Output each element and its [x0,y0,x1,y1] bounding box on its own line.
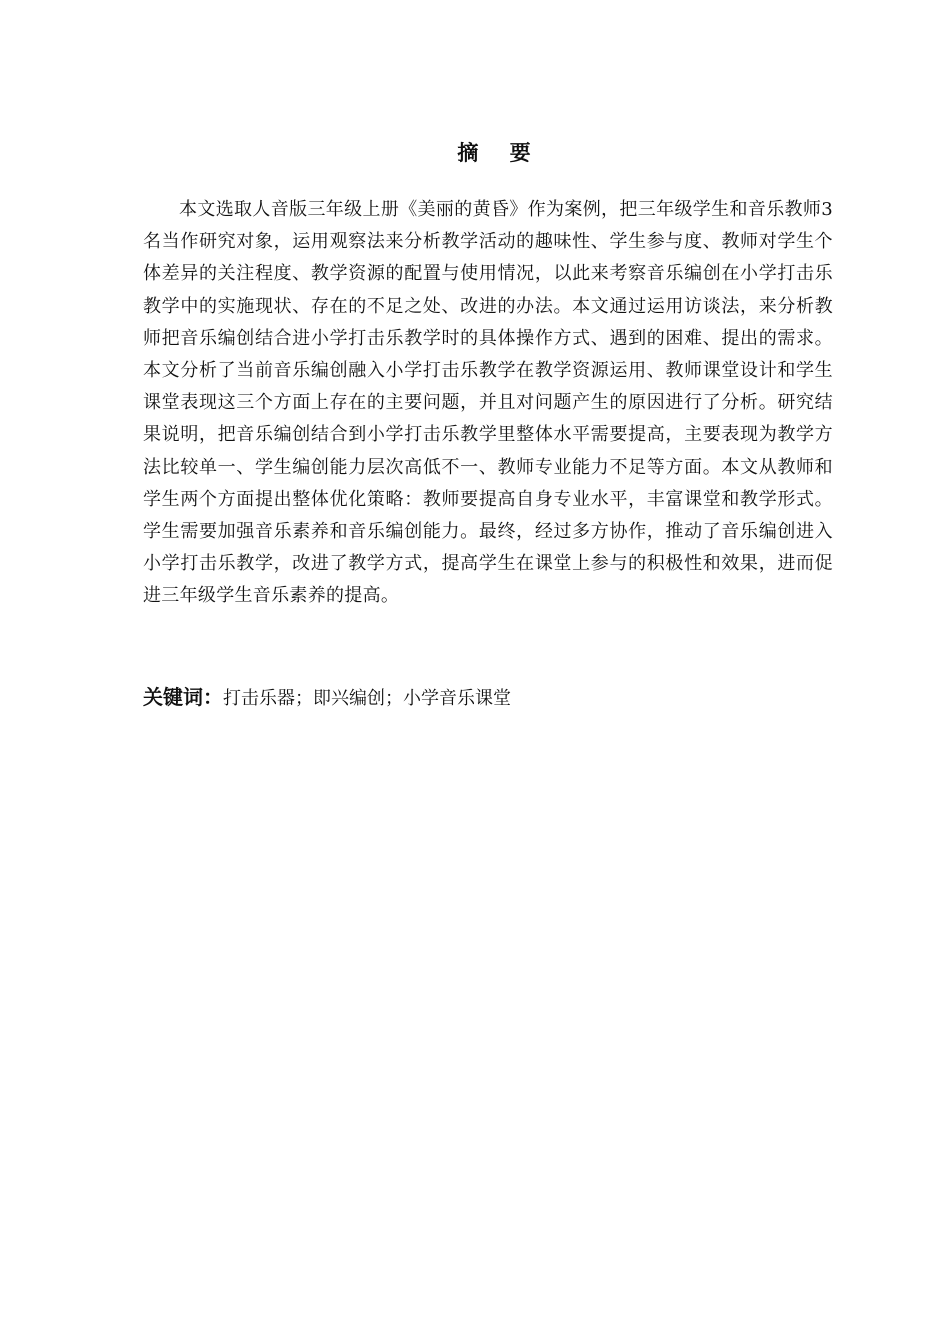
abstract-title: 摘 要 [457,140,543,165]
keywords-line [143,683,833,713]
abstract-body: 本文选取人音版三年级上册《美丽的黄昏》作为案例，把三年级学生和音乐教师3名当作研究对象，运用观察法来分析教学活动的趣味性、学生参与度、教师对学生个体差异的关注程度、教学资源的配置与使用情况，以此来考察音乐编创在小学打击乐教学中的实施现状、存在的不足之处、改进的办法。本文通过运用访谈法，来分析教师把音乐编创结合进小学打击乐教学时的具体操作方式、遇到的困难、提出的需求。本文分析了当前音乐编创融入小学打击乐教学在教学资源运用、教师课堂设计和学生课堂表现这三个方面上存在的主要问题，并且对问题产生的原因进行了分析。研究结果说明，把音乐编创结合到小学打击乐教学里整体水平需要提高，主要表现为教学方法比较单一、学生编创能力层次高低不一、教师专业能力不足等方面。本文从教师和学生两个方面提出整体优化策略：教师要提高自身专业水平，丰富课堂和教学形式。学生需要加强音乐素养和音乐编创能力。最终，经过多方协作，推动了音乐编创进入小学打击乐教学，改进了教学方式，提高学生在课堂上参与的积极性和效果，进而促进三年级学生音乐素养的提高。 [143,199,833,607]
keywords-value: 打击乐器；即兴编创；小学音乐课堂 [223,688,511,709]
keywords-label: 关键词： [143,685,223,709]
